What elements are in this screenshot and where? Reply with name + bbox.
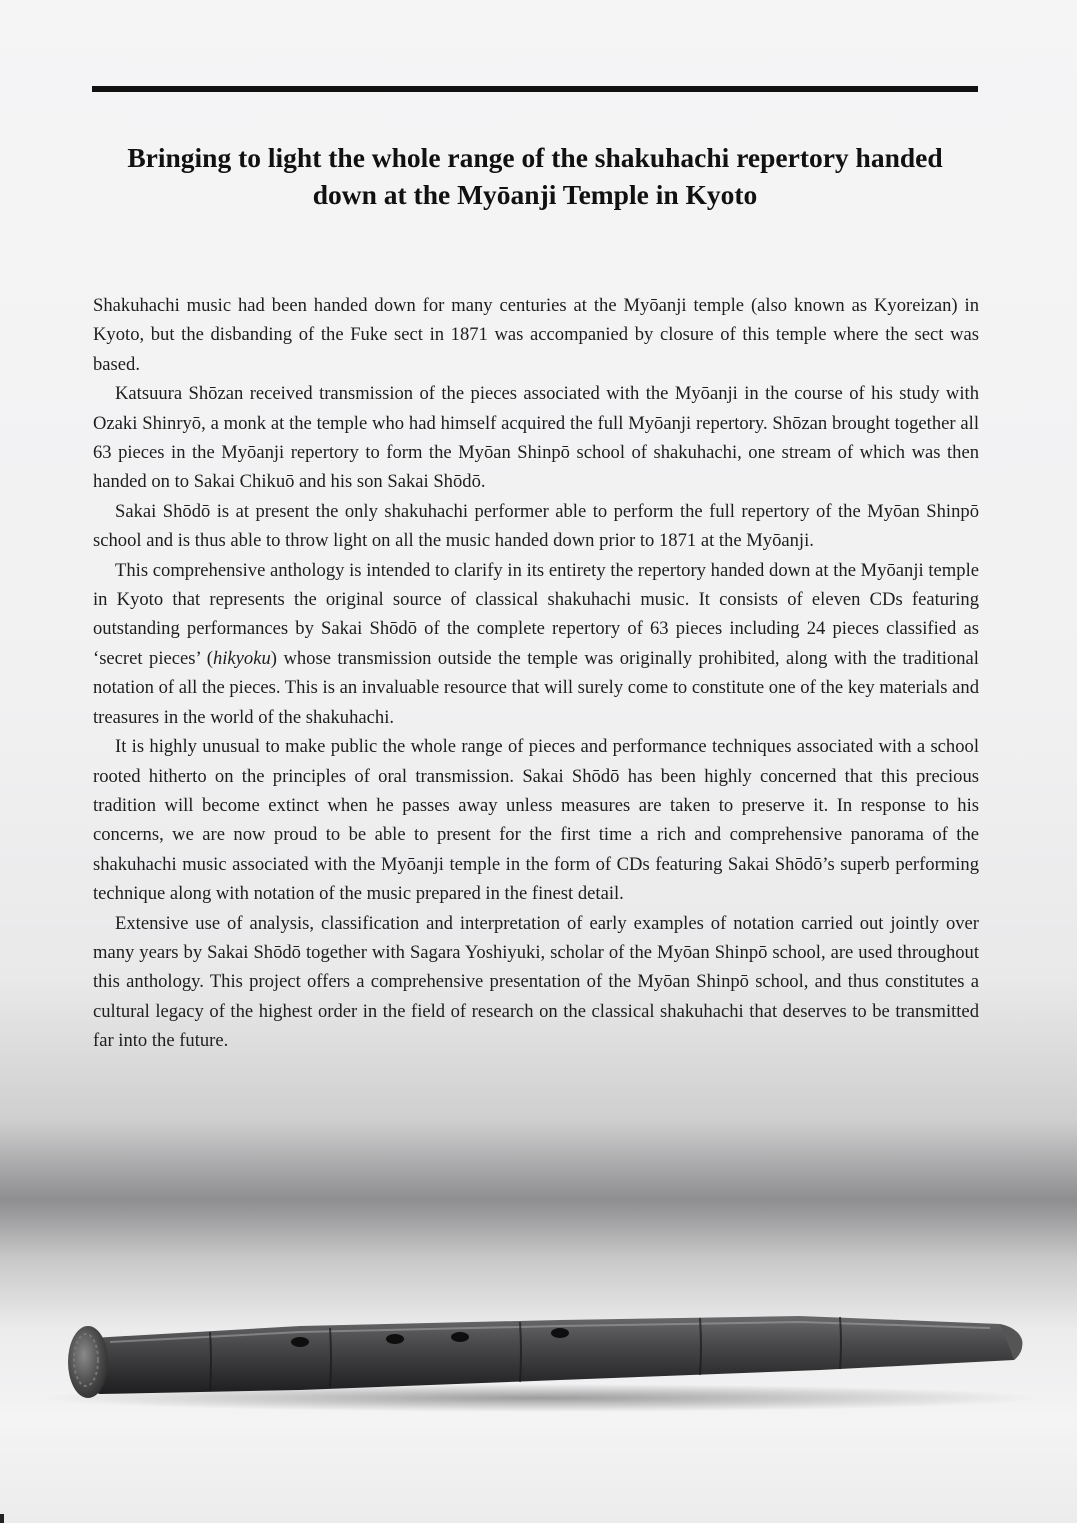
flute-root-end xyxy=(68,1326,108,1398)
finger-hole-2 xyxy=(386,1334,404,1344)
flute-node-5 xyxy=(840,1317,841,1369)
paragraph-4-part-1: This comprehensive anthology is intended to clarify in its entirety the repertory handed down at the Myōanji temple in Kyoto that represents the original source of classical shakuhachi music. It consists of eleven CDs featuring outstanding performances by Sakai Shōdō of the complete repertory of 63 pieces including 24 pieces classified as ‘secret pieces’ ( xyxy=(93,559,979,669)
page-title xyxy=(92,139,978,213)
paragraph-2: Katsuura Shōzan received transmission of the pieces associated with the Myōanji in the course of his study with Ozaki Shinryō, a monk at the temple who had himself acquired the full Myōanji repertory. Shōzan brought together all 63 pieces in the Myōanji repertory to form the Myōan Shinpō school of shakuhachi, one stream of which was then handed on to Sakai Chikuō and his son Sakai Shōdō. xyxy=(93,383,979,493)
title-line-2: down at the Myōanji Temple in Kyoto xyxy=(312,179,758,210)
finger-hole-1 xyxy=(291,1337,309,1347)
paragraph-3: Sakai Shōdō is at present the only shakuhachi performer able to perform the full repertory of the Myōan Shinpō school and is thus able to throw light on all the music handed down prior to 1871 at the Myōanji. xyxy=(93,500,979,552)
finger-hole-3 xyxy=(451,1332,469,1342)
scan-corner-mark xyxy=(0,1514,4,1523)
finger-hole-4 xyxy=(551,1328,569,1338)
flute-body xyxy=(80,1316,1022,1394)
flute-node-4 xyxy=(700,1318,701,1375)
article-body xyxy=(93,291,979,1056)
flute-node-1 xyxy=(210,1332,211,1391)
paragraph-5: It is highly unusual to make public the whole range of pieces and performance techniques associated with a school rooted hitherto on the principles of oral transmission. Sakai Shōdō has been highly concerned that this precious tradition will become extinct when he passes away unless measures are taken to preserve it. In response to his concerns, we are now proud to be able to present for the first time a rich and comprehensive panorama of the shakuhachi music associated with the Myōanji temple in the form of CDs featuring Sakai Shōdō’s superb performing technique along with notation of the music prepared in the finest detail. xyxy=(93,736,979,905)
flute-node-2 xyxy=(330,1328,331,1388)
title-line-1: Bringing to light the whole range of the shakuhachi repertory handed xyxy=(127,142,943,173)
title-rule xyxy=(92,86,978,92)
hikyoku-term: hikyoku xyxy=(212,647,271,669)
paragraph-1: Shakuhachi music had been handed down for many centuries at the Myōanji temple (also known as Kyoreizan) in Kyoto, but the disbanding of the Fuke sect in 1871 was accompanied by closure of this temple where the sect was based. xyxy=(93,295,979,375)
shakuhachi-flute-image xyxy=(0,1290,1077,1430)
paragraph-4 xyxy=(93,556,979,732)
flute-node-3 xyxy=(520,1322,521,1382)
paragraph-6: Extensive use of analysis, classification and interpretation of early examples of notation carried out jointly over many years by Sakai Shōdō together with Sagara Yoshiyuki, scholar of the Myōan Shinpō school, are used throughout this anthology. This project offers a comprehensive presentation of the Myōan Shinpō school, and thus constitutes a cultural legacy of the highest order in the field of research on the classical shakuhachi that deserves to be transmitted far into the future. xyxy=(93,912,979,1052)
paragraph-4-part-2: ) whose transmission outside the temple was originally prohibited, along with the traditional notation of all the pieces. This is an invaluable resource that will surely come to constitute one of the key materials and treasures in the world of the shakuhachi. xyxy=(93,647,979,728)
